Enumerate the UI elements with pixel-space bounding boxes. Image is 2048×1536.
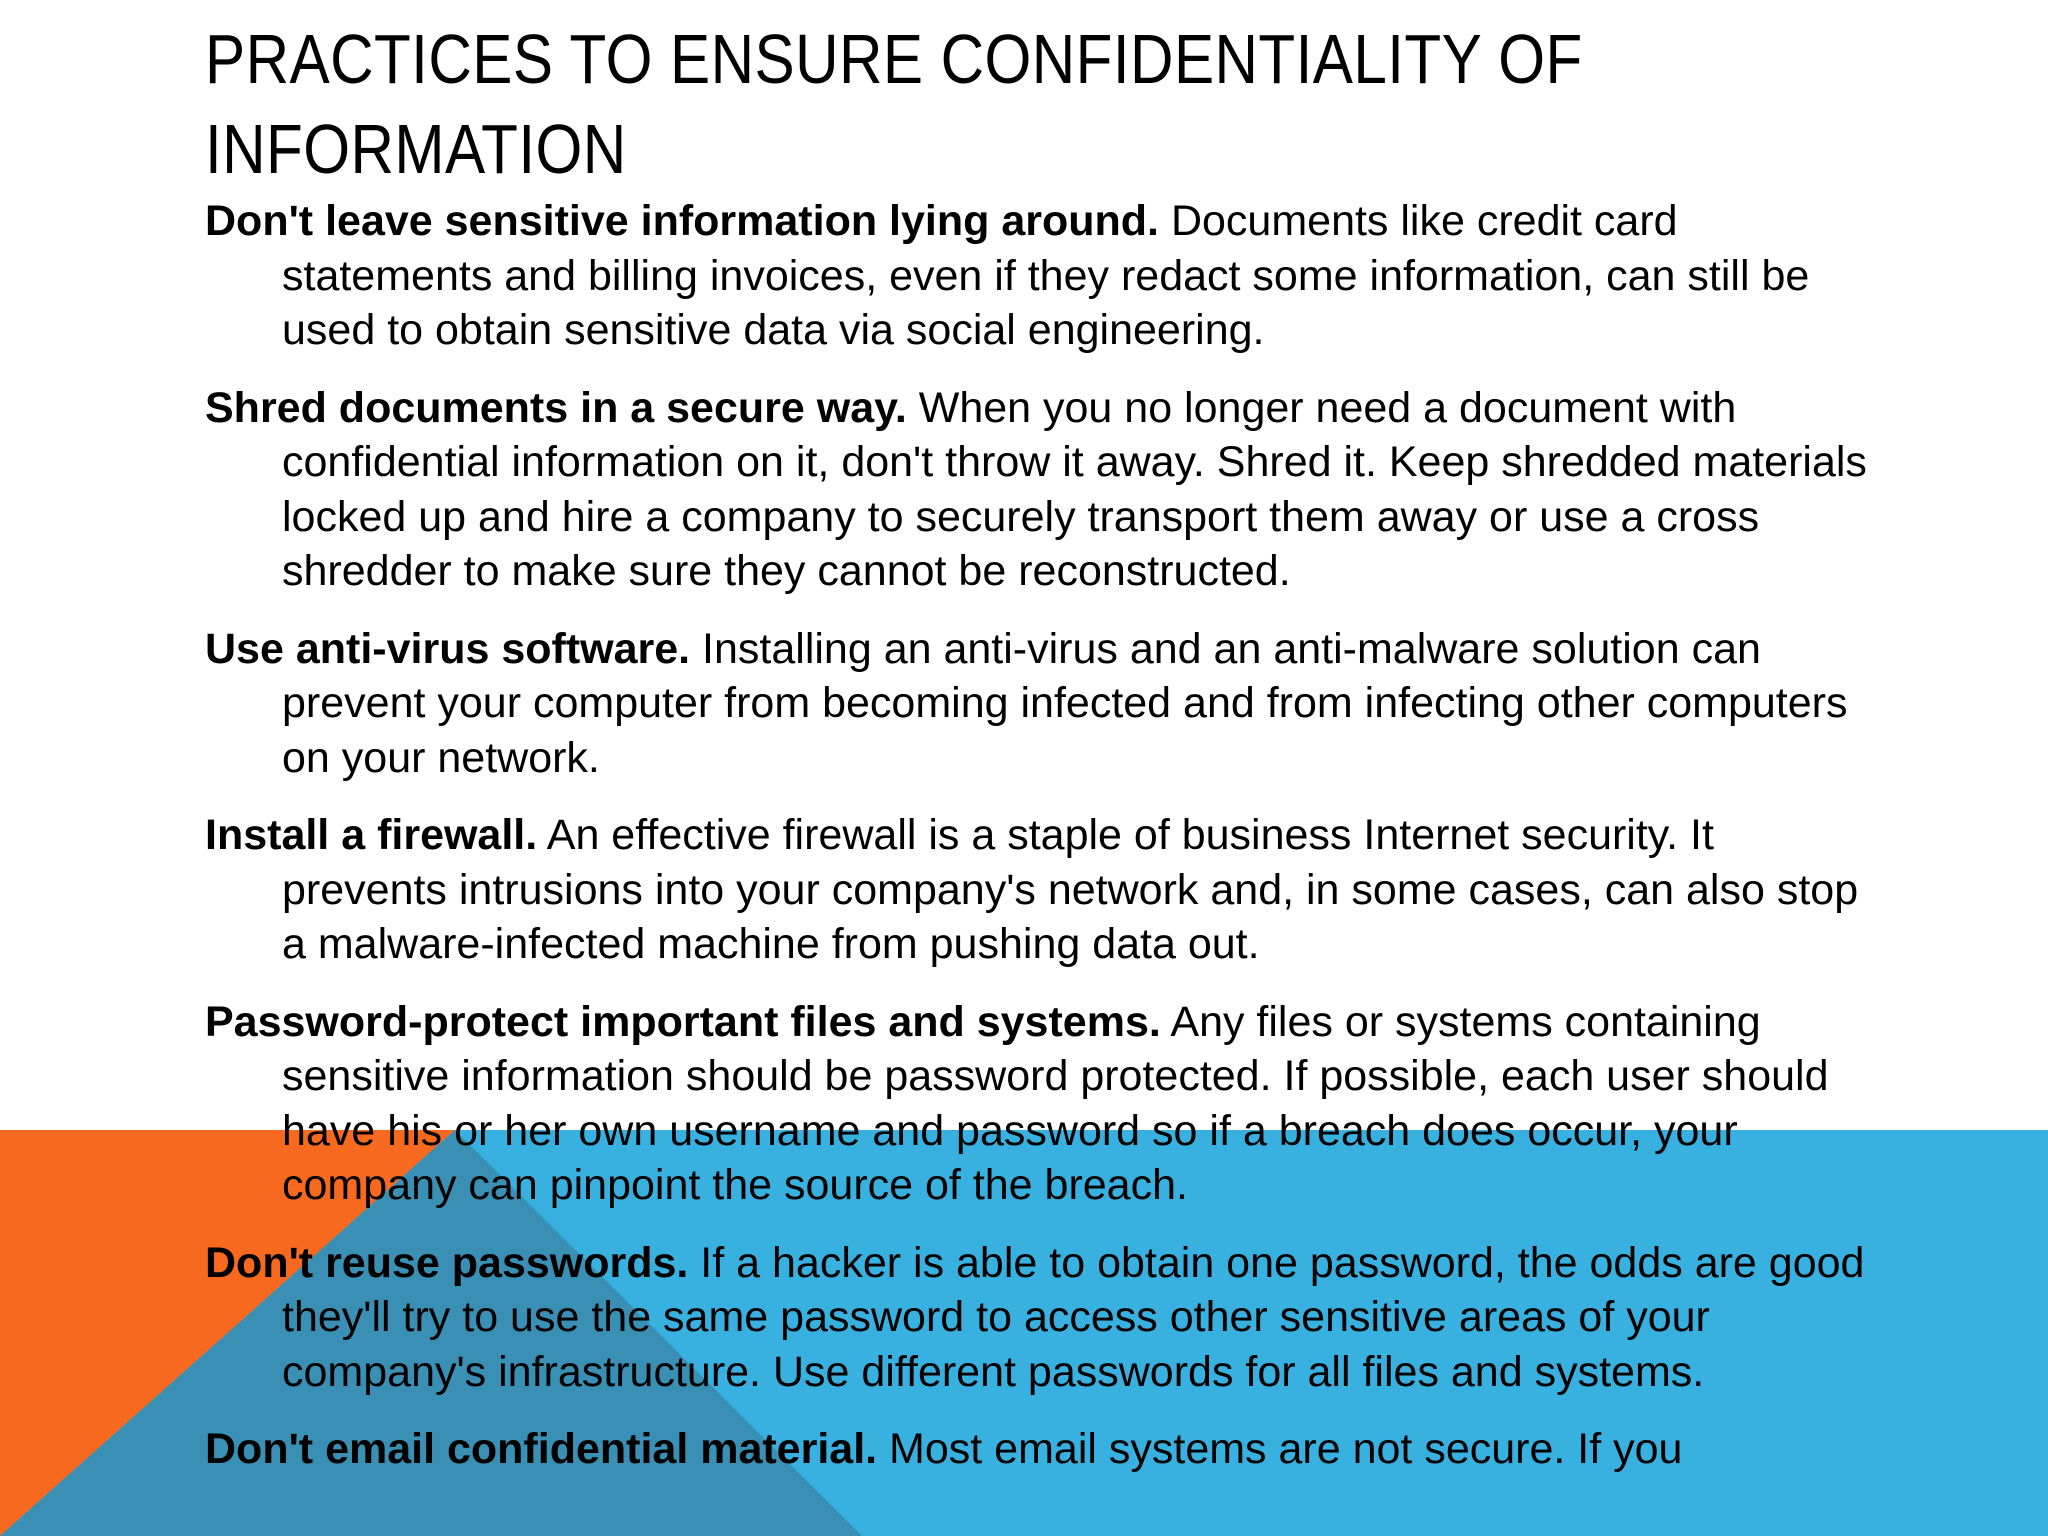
item-text: When you no longer need a document with confidential information on it, don't throw it away. Shred it. Keep shredded materials locked up and hire a company to securely transport them away or use a cross shredder to make sure they cannot be reconstructed.	[282, 383, 1867, 595]
list-item	[205, 1422, 1885, 1477]
item-text: Any files or systems containing sensitive information should be password protected. If possible, each user should have his or her own username and password so if a breach does occur, your company can pinpoint the source of the breach.	[282, 997, 1829, 1209]
item-heading: Use anti-virus software.	[205, 624, 691, 673]
item-text: An effective firewall is a staple of business Internet security. It prevents intrusions into your company's network and, in some cases, can also stop a malware-infected machine from pushing data out.	[282, 811, 1859, 968]
item-text: Documents like credit card statements and billing invoices, even if they redact some information, can still be used to obtain sensitive data via social engineering.	[282, 197, 1810, 354]
item-text: Installing an anti-virus and an anti-malware solution can prevent your computer from becoming infected and from infecting other computers on your network.	[282, 624, 1848, 782]
list-item	[205, 1236, 1885, 1400]
item-heading: Don't leave sensitive information lying around.	[205, 197, 1159, 245]
item-heading: Don't reuse passwords.	[205, 1238, 689, 1287]
list-item	[205, 622, 1885, 786]
item-heading: Password-protect important files and systems.	[205, 997, 1161, 1046]
list-item	[205, 995, 1885, 1213]
slide-content	[205, 14, 1885, 1500]
list-item	[205, 808, 1885, 972]
list-item	[205, 381, 1885, 599]
item-heading: Shred documents in a secure way.	[205, 383, 907, 432]
practice-list	[205, 194, 1885, 1477]
item-text: Most email systems are not secure. If you	[877, 1425, 1683, 1473]
item-text: If a hacker is able to obtain one password, the odds are good they'll try to use the same password to access other sensitive areas of your company's infrastructure. Use different passwords for all files and systems.	[282, 1238, 1865, 1396]
item-heading: Don't email confidential material.	[205, 1425, 878, 1473]
slide-title: PRACTICES TO ENSURE CONFIDENTIALITY OF INFORMATION	[205, 20, 1583, 188]
list-item	[205, 194, 1885, 358]
item-heading: Install a firewall.	[205, 811, 538, 859]
